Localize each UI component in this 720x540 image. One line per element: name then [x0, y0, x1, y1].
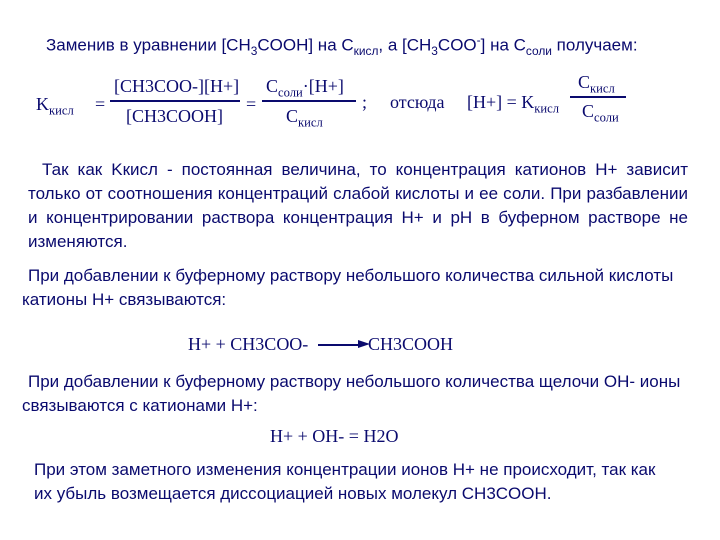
para3-line2: связываются с катионами H+:: [22, 396, 258, 415]
intro-sub-3: 3: [431, 44, 438, 59]
otsyuda-word: отсюда: [390, 92, 445, 112]
para3-line1: При добавлении к буферному раствору небольшого количества щелочи OH- ионы: [28, 372, 681, 391]
intro-text-5: ] на C: [480, 35, 526, 55]
reaction1-right: CH3COOH: [368, 334, 454, 354]
para1-line3: и концентрировании раствора концентрация H+ и pH в буферном растворе не: [28, 208, 688, 227]
fraction-2-denominator: $C_{кисл}$: [286, 106, 323, 130]
reaction-water: H+ + OH- = H2O: [270, 426, 399, 446]
intro-sup-4: -: [476, 33, 481, 47]
fraction-2-numerator: $C_{соли}\cdot[H+]$: [266, 76, 344, 100]
fraction-1-numerator: [CH3COO-][H+]: [114, 76, 240, 96]
semicolon: ;: [362, 92, 368, 112]
intro-sub-1: 3: [250, 44, 258, 59]
intro-sub-2: кисл: [353, 44, 379, 59]
para4-line1: При этом заметного изменения концентрации ионов H+ не происходит, так как: [34, 460, 656, 479]
fraction-3-bar: [570, 96, 626, 98]
fraction-2-bar: [262, 100, 356, 102]
para4-line2: их убыль возмещается диссоциацией новых молекул CH3COOH.: [34, 484, 552, 503]
para2-line2: катионы H+ связываются:: [22, 290, 227, 309]
para1-line1: Так как Kкисл - постоянная величина, то концентрация катионов H+ зависит: [42, 160, 688, 179]
intro-text-6: получаем:: [551, 35, 638, 55]
h-concentration: $[H+] = K_{кисл}$: [467, 92, 560, 116]
k-label: $K_{кисл}$: [36, 94, 74, 118]
fraction-1-bar: [110, 100, 240, 102]
reaction1-arrow-line: [318, 344, 362, 346]
equals-1: =: [95, 94, 106, 114]
equals-2: =: [246, 94, 257, 114]
intro-line: [46, 30, 638, 61]
para2-line1: При добавлении к буферному раствору небольшого количества сильной кислоты: [28, 266, 674, 285]
fraction-3-numerator: $C_{кисл}$: [578, 72, 615, 96]
intro-text-1: Заменив в уравнении [CH: [46, 35, 251, 55]
intro-sub-5: соли: [525, 44, 552, 59]
reaction1-left: H+ + CH3COO-: [188, 334, 309, 354]
fraction-3-denominator: $C_{соли}$: [582, 101, 619, 125]
fraction-1-denominator: [CH3COOH]: [126, 106, 223, 126]
intro-text-2: COOH] на C: [257, 35, 354, 55]
para1-line4: изменяются.: [28, 232, 128, 251]
intro-text-3: , а [CH: [378, 35, 432, 55]
intro-text-4: COO: [437, 35, 477, 55]
para1-line2: только от соотношения концентраций слабой кислоты и ее соли. При разбавлении: [28, 184, 688, 203]
